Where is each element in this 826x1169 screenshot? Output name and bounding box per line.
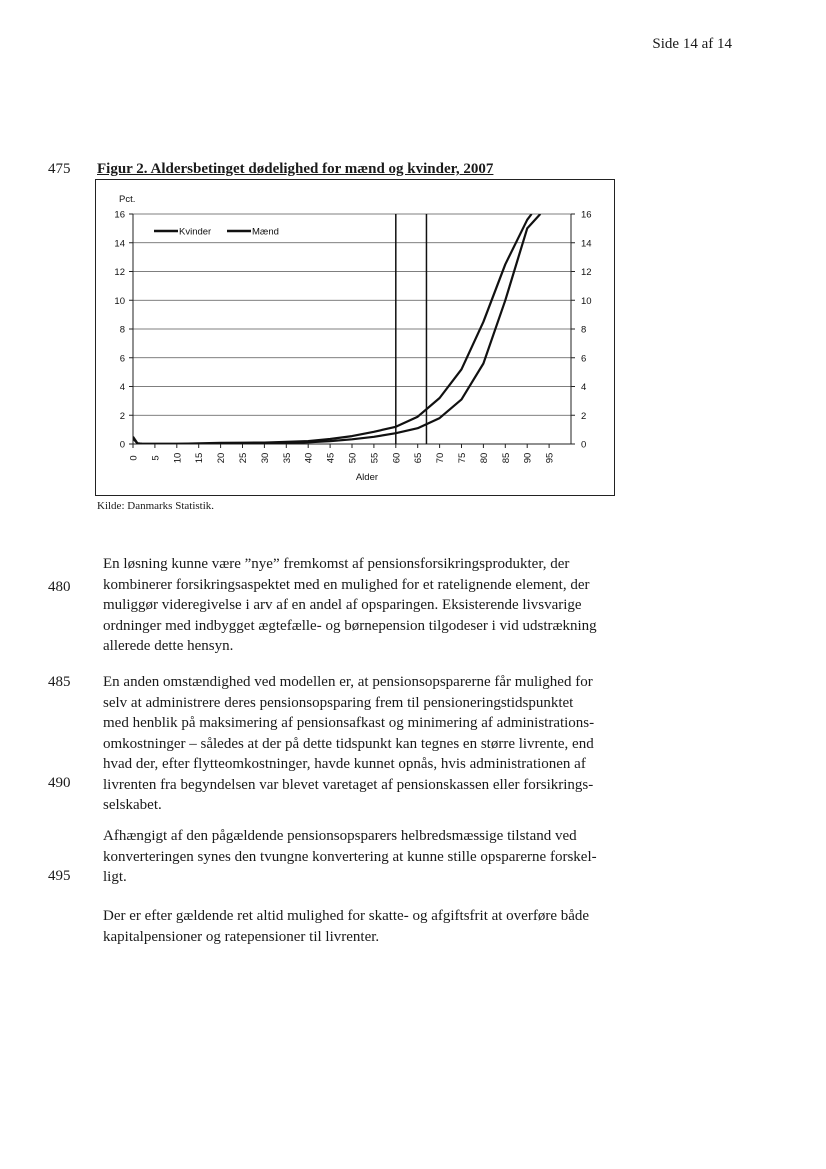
- paragraph-1: [103, 554, 635, 657]
- paragraph-line: allerede dette hensyn.: [103, 638, 234, 654]
- figure-title: Figur 2. Aldersbetinget dødelighed for mænd og kvinder, 2007: [97, 161, 494, 177]
- x-tick-label: 30: [259, 452, 271, 464]
- x-tick-label: 95: [544, 452, 556, 464]
- x-tick-label: 10: [172, 452, 184, 464]
- x-tick-label: 0: [128, 455, 140, 461]
- x-tick-label: 40: [303, 452, 315, 464]
- legend-label: Kvinder: [179, 226, 212, 238]
- y-tick-label-right: 14: [581, 238, 592, 250]
- paragraph-4: [103, 906, 635, 947]
- x-tick-label: 60: [391, 452, 403, 464]
- figure-source: Kilde: Danmarks Statistik.: [97, 500, 215, 512]
- paragraph-line: hvad der, efter flytteomkostninger, havde kunnet opnås, hvis administrationen af: [103, 756, 586, 772]
- line-number-495: 495: [48, 868, 71, 884]
- x-axis-label: Alder: [355, 472, 379, 483]
- y-tick-label: 0: [119, 439, 125, 451]
- legend-label: Mænd: [252, 226, 279, 238]
- y-tick-label-right: 4: [581, 382, 587, 393]
- paragraph-line: konverteringen synes den tvungne konvertering at kunne stille opsparerne forskel-: [103, 848, 597, 865]
- y-tick-label-right: 6: [581, 353, 587, 365]
- x-tick-label: 80: [478, 452, 490, 464]
- y-tick-label-right: 0: [581, 439, 587, 451]
- chart-canvas: [96, 180, 616, 497]
- x-tick-label: 50: [347, 452, 359, 464]
- x-tick-label: 70: [435, 452, 447, 464]
- y-tick-label-right: 12: [581, 267, 592, 278]
- x-tick-label: 90: [522, 452, 534, 464]
- paragraph-line: En anden omstændighed ved modellen er, at pensionsopsparerne får mulighed for: [103, 674, 593, 690]
- paragraph-line: omkostninger – således at der på dette tidspunkt kan tegnes en større livrente, end: [103, 735, 594, 752]
- x-tick-label: 45: [325, 452, 337, 464]
- paragraph-line: kapitalpensioner og ratepensioner til livrenter.: [103, 928, 380, 945]
- y-tick-label: 4: [119, 382, 125, 393]
- line-number-485: 485: [48, 674, 71, 690]
- x-tick-label: 25: [238, 452, 249, 464]
- y-tick-label: 16: [114, 209, 125, 221]
- x-tick-label: 55: [369, 452, 381, 464]
- y-tick-label: 14: [114, 238, 125, 250]
- paragraph-line: ordninger med indbygget ægtefælle- og børnepension tilgodeser i vid udstrækning: [103, 617, 597, 634]
- y-tick-label-right: 2: [581, 410, 587, 422]
- x-tick-label: 65: [413, 452, 425, 464]
- line-number-475: 475: [48, 161, 71, 177]
- paragraph-2: [103, 672, 635, 816]
- paragraph-line: kombinerer forsikringsaspektet med en mulighed for et ratelignende element, der: [103, 576, 590, 593]
- y-tick-label-right: 16: [581, 209, 592, 221]
- mortality-chart: [95, 179, 615, 496]
- paragraph-line: En løsning kunne være ”nye” fremkomst af pensionsforsikringsprodukter, der: [103, 556, 570, 572]
- y-tick-label: 8: [119, 324, 125, 336]
- y-tick-label-right: 8: [581, 324, 587, 336]
- paragraph-line: livrenten fra begyndelsen var blevet varetaget af pensionskassen eller forsikrings-: [103, 776, 594, 793]
- y-tick-label: 6: [119, 353, 125, 365]
- paragraph-line: selv at administrere deres pensionsopsparing frem til pensioneringstidspunktet: [103, 694, 574, 711]
- y-tick-label-right: 10: [581, 295, 592, 307]
- x-tick-label: 75: [457, 452, 468, 464]
- x-tick-label: 5: [150, 455, 162, 461]
- paragraph-line: ligt.: [103, 869, 127, 885]
- x-tick-label: 35: [281, 452, 293, 464]
- page-number: Side 14 af 14: [652, 36, 732, 52]
- paragraph-3: [103, 826, 635, 888]
- paragraph-line: Afhængigt af den pågældende pensionsopsparers helbredsmæssige tilstand ved: [103, 828, 577, 844]
- y-axis-label: Pct.: [119, 194, 136, 205]
- line-number-490: 490: [48, 775, 71, 791]
- x-tick-label: 20: [216, 452, 228, 464]
- paragraph-line: muliggør videregivelse i arv af en andel af opsparingen. Eksisterende livsvarige: [103, 597, 582, 613]
- paragraph-line: selskabet.: [103, 797, 162, 813]
- x-tick-label: 85: [500, 452, 512, 464]
- line-number-480: 480: [48, 579, 71, 595]
- y-tick-label: 12: [114, 267, 125, 278]
- paragraph-line: med henblik på maksimering af pensionsafkast og minimering af administrations-: [103, 715, 595, 731]
- paragraph-line: Der er efter gældende ret altid mulighed for skatte- og afgiftsfrit at overføre både: [103, 908, 590, 924]
- y-tick-label: 2: [119, 410, 125, 422]
- y-tick-label: 10: [114, 295, 125, 307]
- x-tick-label: 15: [194, 452, 206, 464]
